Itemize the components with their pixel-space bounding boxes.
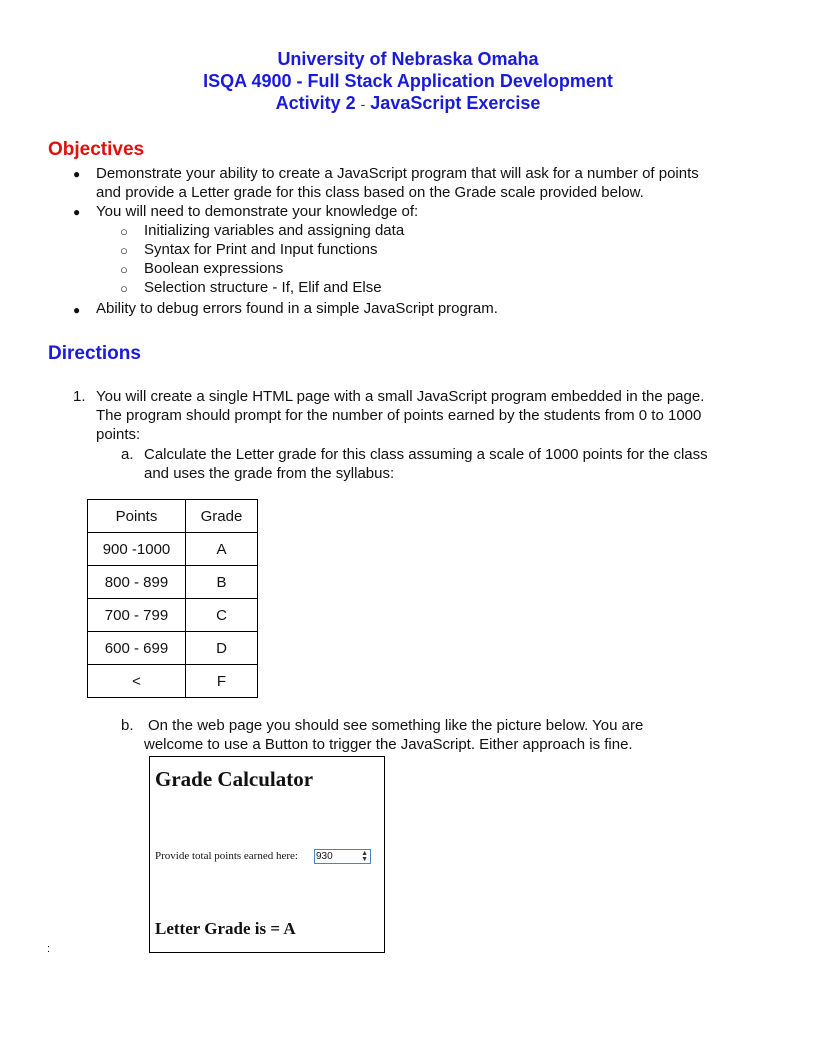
points-number-input[interactable] <box>314 849 371 864</box>
sub-item-b-label: b. <box>121 717 134 734</box>
circle-bullet-icon: ○ <box>120 262 128 277</box>
circle-bullet-icon: ○ <box>120 243 128 258</box>
table-header-cell: Grade <box>186 500 258 533</box>
table-cell-points: 900 -1000 <box>88 533 186 566</box>
table-header-row <box>88 500 258 533</box>
table-cell-grade: C <box>186 599 258 632</box>
footer-mark: : <box>47 943 51 955</box>
objective-bullet-2: You will need to demonstrate your knowledge of: <box>96 203 419 220</box>
example-input-label: Provide total points earned here: <box>155 850 298 862</box>
sub-item-a-line-2: and uses the grade from the syllabus: <box>144 465 395 482</box>
points-input-value: 930 <box>316 851 333 862</box>
table-row <box>88 533 258 566</box>
header-course: ISQA 4900 - Full Stack Application Development <box>203 71 613 91</box>
direction-item-number: 1. <box>73 388 86 405</box>
bullet-icon: ● <box>73 303 81 317</box>
table-cell-grade: B <box>186 566 258 599</box>
objective-sub-item: Selection structure - If, Elif and Else <box>144 279 382 296</box>
bullet-icon: ● <box>73 167 81 181</box>
objective-bullet-3: Ability to debug errors found in a simple JavaScript program. <box>96 300 498 317</box>
objective-sub-item: Boolean expressions <box>144 260 284 277</box>
sub-item-b-line-1: On the web page you should see something like the picture below. You are <box>148 717 644 734</box>
table-cell-grade: A <box>186 533 258 566</box>
bullet-icon: ● <box>73 205 81 219</box>
table-cell-points: 800 - 899 <box>88 566 186 599</box>
objective-sub-item: Syntax for Print and Input functions <box>144 241 378 258</box>
circle-bullet-icon: ○ <box>120 281 128 296</box>
table-row <box>88 665 258 698</box>
table-cell-grade: F <box>186 665 258 698</box>
example-result: Letter Grade is = A <box>155 919 296 938</box>
header-activity-part2: JavaScript Exercise <box>365 93 541 113</box>
header-university: University of Nebraska Omaha <box>277 49 539 69</box>
example-title: Grade Calculator <box>155 767 314 791</box>
table-row <box>88 599 258 632</box>
direction-item-1-line-1: You will create a single HTML page with a small JavaScript program embedded in the page. <box>96 388 705 405</box>
grade-scale-table <box>87 499 258 698</box>
objectives-heading: Objectives <box>48 139 145 160</box>
table-row <box>88 566 258 599</box>
sub-item-a-line-1: Calculate the Letter grade for this class assuming a scale of 1000 points for the class <box>144 446 708 463</box>
header-activity-dash: - <box>360 96 366 112</box>
sub-item-a-label: a. <box>121 446 134 463</box>
table-cell-points: < <box>88 665 186 698</box>
table-header-cell: Points <box>88 500 186 533</box>
direction-item-1-line-2: The program should prompt for the number of points earned by the students from 0 to 1000 <box>96 407 702 424</box>
objective-bullet-1-line-1: Demonstrate your ability to create a JavaScript program that will ask for a number of points <box>96 165 699 182</box>
objective-bullet-1-line-2: and provide a Letter grade for this class based on the Grade scale provided below. <box>96 184 644 201</box>
spinner-arrows-icon[interactable]: ▲ ▼ <box>361 850 368 863</box>
objective-sub-item: Initializing variables and assigning data <box>144 222 405 239</box>
table-cell-points: 700 - 799 <box>88 599 186 632</box>
table-cell-points: 600 - 699 <box>88 632 186 665</box>
circle-bullet-icon: ○ <box>120 224 128 239</box>
header-activity <box>0 92 816 115</box>
table-cell-grade: D <box>186 632 258 665</box>
grade-calculator-example <box>149 756 385 953</box>
sub-item-b-line-2: welcome to use a Button to trigger the JavaScript. Either approach is fine. <box>144 736 633 753</box>
directions-heading: Directions <box>48 343 141 364</box>
table-row <box>88 632 258 665</box>
header-activity-part1: Activity 2 <box>275 93 361 113</box>
direction-item-1-line-3: points: <box>96 426 141 443</box>
